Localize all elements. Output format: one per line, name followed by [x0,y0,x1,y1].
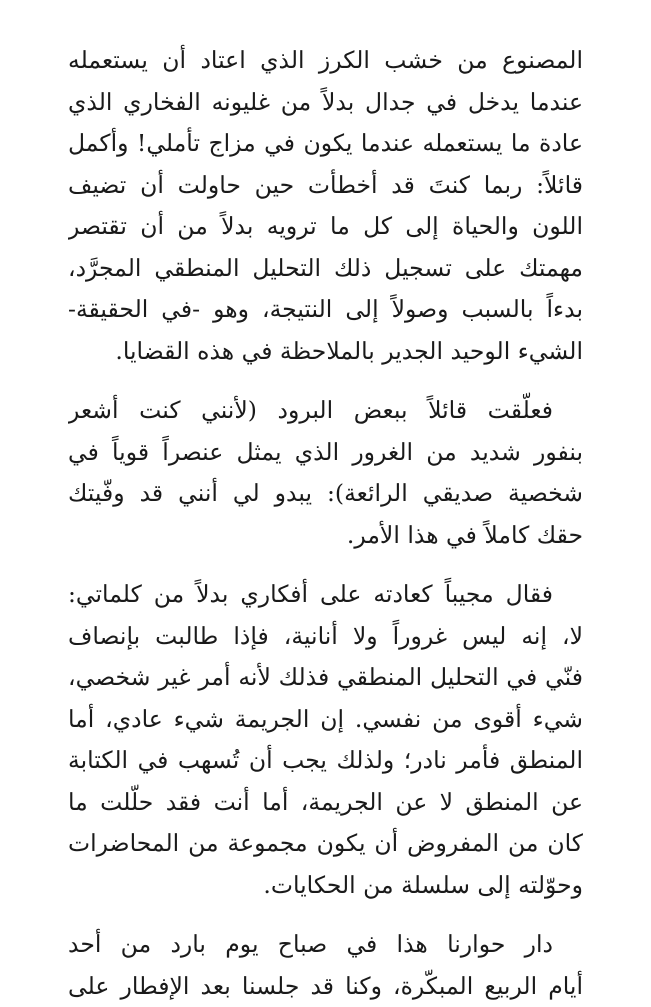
text-line: شخصية صديقي الرائعة): يبدو لي أنني قد وفّيتك [68,473,583,515]
text-line: لا، إنه ليس غروراً ولا أنانية، فإذا طالبت بإنصاف [68,616,583,658]
text-line: عن المنطق لا عن الجريمة، أما أنت فقد حلّلت ما [68,782,583,824]
text-line: بنفور شديد من الغرور الذي يمثل عنصراً قوياً في [68,432,583,474]
paragraph-1 [68,40,583,372]
text-line: فنّي في التحليل المنطقي فذلك لأنه أمر غير شخصي، [68,657,583,699]
text-line: حقك كاملاً في هذا الأمر. [68,515,583,557]
text-line: كان من المفروض أن يكون مجموعة من المحاضرات [68,823,583,865]
paragraph-2 [68,390,583,556]
text-line: فعلّقت قائلاً ببعض البرود (لأنني كنت أشعر [68,390,583,432]
text-line: دار حوارنا هذا في صباح يوم بارد من أحد [68,924,583,966]
text-line: فقال مجيباً كعادته على أفكاري بدلاً من كلماتي: [68,574,583,616]
text-line: بدءاً بالسبب وصولاً إلى النتيجة، وهو -في الحقيقة- [68,289,583,331]
text-line: عندما يدخل في جدال بدلاً من غليونه الفخاري الذي [68,82,583,124]
paragraph-4 [68,924,583,1007]
text-line: عادة ما يستعمله عندما يكون في مزاج تأملي! وأكمل [68,123,583,165]
text-line: شيء أقوى من نفسي. إن الجريمة شيء عادي، أما [68,699,583,741]
text-line: وحوّلته إلى سلسلة من الحكايات. [68,865,583,907]
text-line: مهمتك على تسجيل ذلك التحليل المنطقي المجرَّد، [68,248,583,290]
text-line: المصنوع من خشب الكرز الذي اعتاد أن يستعمله [68,40,583,82]
text-line: اللون والحياة إلى كل ما ترويه بدلاً من أن تقتصر [68,206,583,248]
paragraph-3 [68,574,583,906]
text-line: المنطق فأمر نادر؛ ولذلك يجب أن تُسهب في الكتابة [68,740,583,782]
text-line: أيام الربيع المبكّرة، وكنا قد جلسنا بعد الإفطار على [68,966,583,1007]
text-line: قائلاً: ربما كنتَ قد أخطأت حين حاولت أن تضيف [68,165,583,207]
text-line: الشيء الوحيد الجدير بالملاحظة في هذه القضايا. [68,331,583,373]
